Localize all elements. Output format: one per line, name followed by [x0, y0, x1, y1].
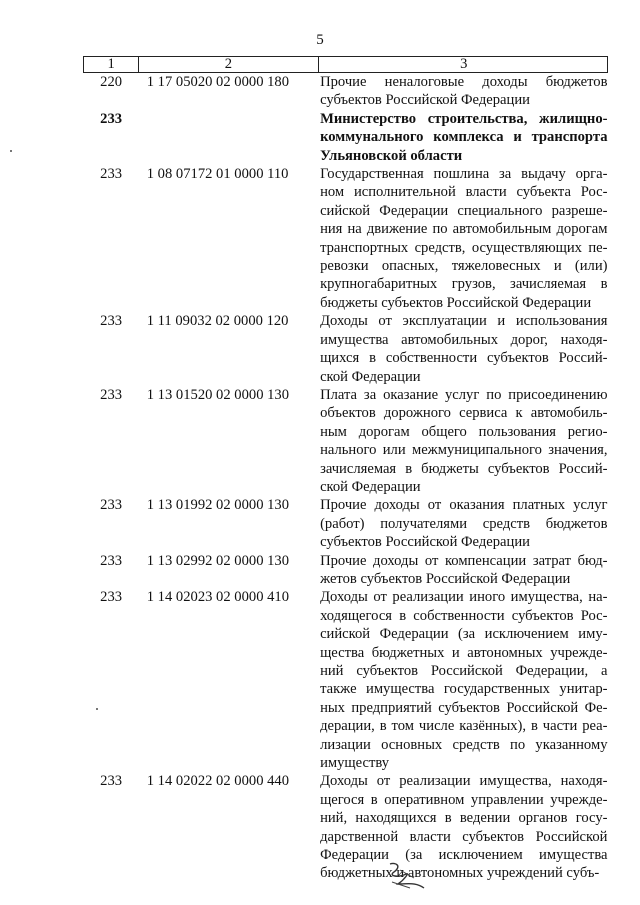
table-header-row: [84, 57, 608, 73]
table-body: [84, 73, 608, 883]
admin-code-cell: 233: [100, 589, 123, 606]
admin-code-cell: 233: [100, 497, 123, 514]
description-line: лизации основных средств по указанному: [320, 736, 608, 753]
revenue-codes-table: [83, 56, 608, 883]
description-line: ской Федерации: [320, 368, 421, 385]
revenue-description-cell: [318, 496, 607, 551]
budget-classification-code-cell: 1 14 02022 02 0000 440: [146, 773, 290, 790]
budget-classification-code-cell: 1 14 02023 02 0000 410: [146, 589, 290, 606]
table-row: [84, 312, 608, 386]
budget-classification-code-cell: 1 17 05020 02 0000 180: [146, 74, 290, 90]
description-line: щества бюджетных и автономных учрежде-: [320, 644, 608, 661]
column-header-1: 1: [84, 57, 139, 73]
description-line: коммунального комплекса и транспорта: [320, 129, 608, 146]
column-header-2: 2: [139, 57, 318, 73]
scan-speck: [96, 708, 98, 710]
description-line: ской Федерации: [320, 478, 421, 495]
description-line: ния на движение по автомобильным дорогам: [320, 221, 608, 238]
description-line: транспортных средств, осуществляющих пе-: [320, 239, 608, 256]
budget-classification-code-cell: 1 11 09032 02 0000 120: [146, 313, 289, 330]
admin-code-cell: 220: [100, 74, 123, 90]
page-number: 5: [316, 32, 324, 48]
description-line: Прочие доходы от компенсации затрат бюд-: [320, 552, 608, 569]
table-row: [84, 110, 608, 165]
table-row: [84, 165, 608, 312]
description-line: жетов субъектов Российской Федерации: [320, 570, 571, 587]
description-line: ний, находящихся в ведении органов госу-: [320, 810, 608, 827]
description-line: щегося в оперативном управлении учрежде-: [320, 791, 608, 808]
scan-speck: [10, 150, 12, 152]
revenue-description-cell: [318, 588, 607, 772]
description-line: Государственная пошлина за выдачу орга-: [320, 166, 608, 183]
admin-code-cell: 233: [100, 110, 123, 127]
revenue-description-cell: [318, 386, 607, 496]
description-line: Прочие неналоговые доходы бюджетов: [320, 74, 608, 90]
table-row: [84, 588, 608, 772]
description-line: щихся в собственности субъектов Россий-: [320, 350, 608, 367]
description-line: субъектов Российской Федерации: [320, 534, 530, 551]
revenue-description-cell: [318, 110, 607, 165]
column-header-3: 3: [318, 57, 607, 73]
description-line: ний субъектов Российской Федерации, а: [320, 663, 608, 679]
description-line: сийской Федерации специального разреше-: [320, 202, 608, 219]
budget-classification-code-cell: 1 08 07172 01 0000 110: [146, 166, 289, 183]
description-line: Доходы от эксплуатации и использования: [320, 313, 608, 330]
handwritten-signature: [380, 858, 430, 894]
description-line: дарственной власти субъектов Российской: [320, 828, 608, 845]
admin-code-cell: 233: [100, 166, 123, 183]
description-line: имущества автомобильных дорог, находя-: [320, 331, 608, 348]
description-line: Федерации (за исключением имущества: [320, 847, 608, 864]
description-line: Доходы от реализации имущества, находя-: [320, 773, 608, 790]
description-line: (работ) получателями средств бюджетов: [320, 515, 608, 532]
admin-code-cell: 233: [100, 773, 123, 790]
table-row: [84, 496, 608, 551]
revenue-description-cell: [318, 312, 607, 386]
description-line: Министерство строительства, жилищно-: [320, 110, 608, 127]
description-line: ном исполнительной власти субъекта Рос-: [320, 184, 608, 201]
description-line: бюджеты субъектов Российской Федерации: [320, 294, 592, 311]
admin-code-cell: 233: [100, 313, 123, 330]
description-line: бюджетных и автономных учреждений субъ-: [320, 865, 600, 882]
description-line: объектов дорожного сервиса к автомобиль-: [320, 405, 608, 422]
description-line: нального или межмуниципального значения,: [320, 442, 608, 459]
table-row: [84, 772, 608, 882]
budget-classification-code-cell: [139, 110, 318, 165]
revenue-description-cell: [318, 165, 607, 312]
description-line: Доходы от реализации иного имущества, на-: [320, 589, 608, 606]
description-line: также имущества государственных унитар-: [320, 681, 608, 698]
description-line: ных предприятий субъектов Российской Фе-: [320, 699, 608, 716]
budget-classification-code-cell: 1 13 02992 02 0000 130: [146, 552, 290, 569]
description-line: субъектов Российской Федерации: [320, 92, 530, 109]
description-line: Ульяновской области: [320, 147, 463, 164]
revenue-description-cell: [318, 552, 607, 589]
description-line: сийской Федерации (за исключением иму-: [320, 626, 608, 643]
description-line: дерации, в том числе казённых), в части реа-: [320, 718, 608, 735]
budget-classification-code-cell: 1 13 01992 02 0000 130: [146, 497, 290, 514]
revenue-description-cell: [318, 73, 607, 110]
description-line: имуществу: [320, 755, 390, 772]
budget-classification-code-cell: 1 13 01520 02 0000 130: [146, 386, 290, 403]
description-line: Прочие доходы от оказания платных услуг: [320, 497, 608, 514]
table-row: [84, 386, 608, 496]
revenue-description-cell: [318, 772, 607, 882]
description-line: ным дорогам общего пользования регио-: [320, 423, 608, 440]
description-line: ревозки опасных, тяжеловесных и (или): [320, 258, 608, 275]
description-line: крупногабаритных грузов, зачисляемая в: [320, 276, 608, 293]
table-row: [84, 73, 608, 110]
description-line: ходящегося в собственности субъектов Рос-: [320, 607, 608, 624]
description-line: Плата за оказание услуг по присоединению: [320, 386, 608, 403]
table-row: [84, 552, 608, 589]
admin-code-cell: 233: [100, 386, 123, 403]
admin-code-cell: 233: [100, 552, 123, 569]
description-line: зачисляемая в бюджеты субъектов Россий-: [320, 460, 608, 477]
